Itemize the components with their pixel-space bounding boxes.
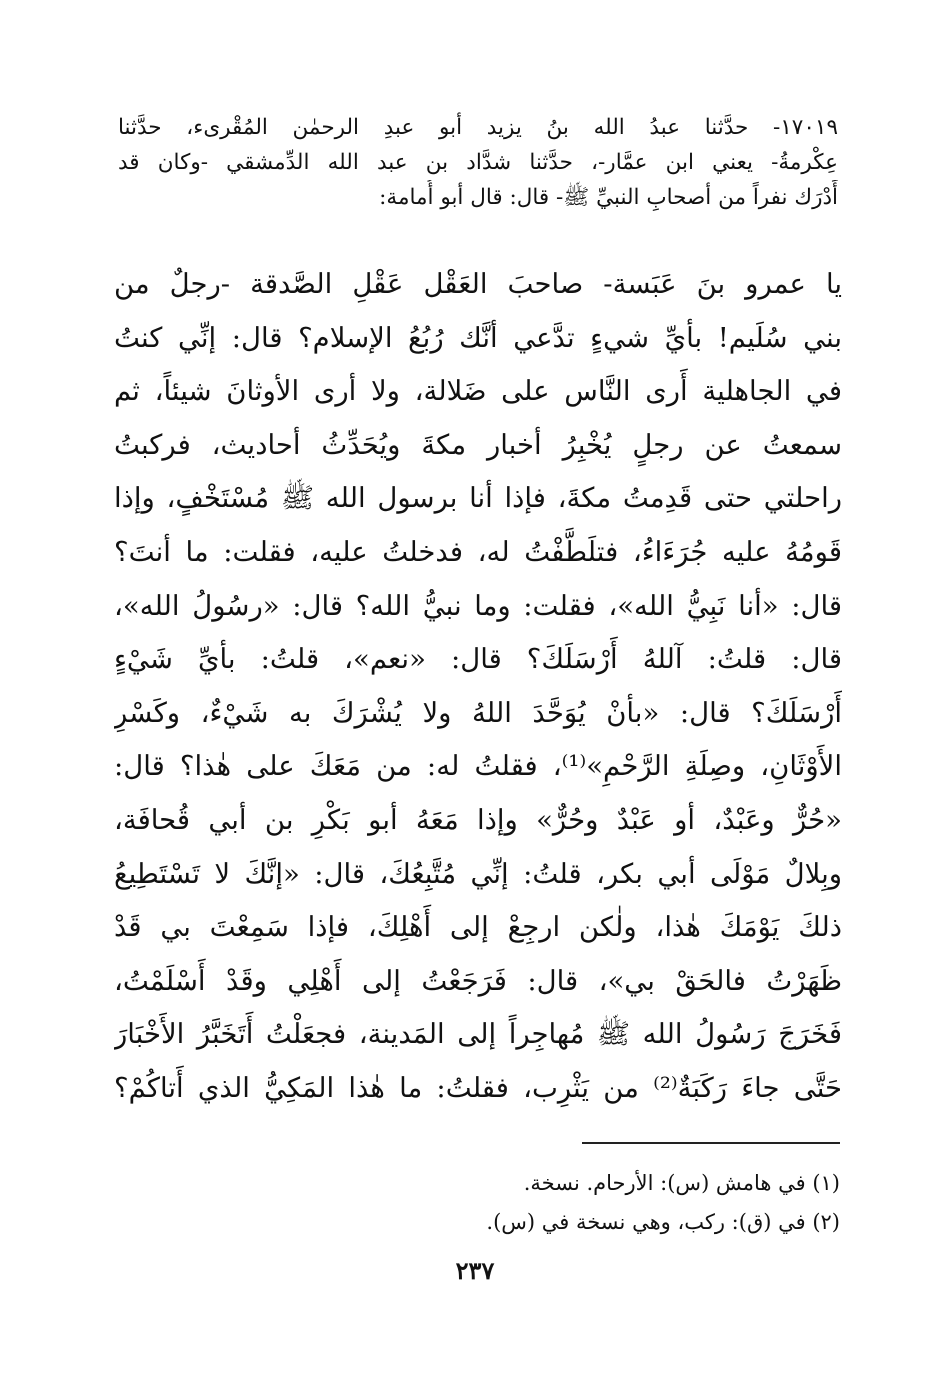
- text-line: الأَوْثَانِ، وصِلَةِ الرَّحْمِ»⁽¹⁾، فقلتُ له: من مَعَكَ على هٰذا؟ قال:: [114, 750, 842, 783]
- isnad-line: أَدْرَك نفراً من أصحابِ النبيِّ ﷺ- قال: قال أبو أُمامة:: [379, 185, 838, 210]
- hadith-isnad: [118, 110, 838, 215]
- text-line: قال: «أنا نَبِيُّ الله»، فقلت: وما نبيُّ الله؟ قال: «رسُولُ الله»،: [114, 589, 842, 622]
- page-number: ٢٣٧: [455, 1256, 495, 1285]
- isnad-line: عِكْرمةُ- يعني ابن عمَّار-، حدَّثنا شدَّاد بن عبد الله الدِّمشقي -وكان قد: [118, 150, 838, 175]
- text-line: أَرْسَلَكَ؟ قال: «بأنْ يُوَحَّدَ اللهُ ولا يُشْرَكَ به شَيْءٌ، وكَسْرِ: [114, 696, 842, 729]
- text-line: ظَهَرْتُ فالحَقْ بي»، قال: فَرَجَعْتُ إلى أَهْلِي وقَدْ أَسْلَمْتُ،: [114, 964, 842, 997]
- text-line: في الجاهلية أَرى النَّاس على ضَلالة، ولا أرى الأوثانَ شيئاً، ثم: [114, 375, 842, 408]
- footnote: (٢) في (ق): ركب، وهي نسخة في (س).: [486, 1210, 840, 1234]
- text-line: راحلتي حتى قَدِمتُ مكةَ، فإذا أنا برسول الله ﷺ مُسْتَخْفٍ، وإذا: [114, 482, 842, 515]
- text-line: «حُرٌّ وعَبْدٌ، أو عَبْدٌ وحُرٌّ» وإذا مَعَهُ أبو بَكْرِ بن أبي قُحافَة،: [114, 803, 842, 836]
- text-line: حَتَّى جاءَ رَكَبَةٌ⁽²⁾ من يَثْرِب، فقلتُ: ما هٰذا المَكِيُّ الذي أَتاكُمْ؟: [114, 1071, 842, 1104]
- footnote-divider: [582, 1142, 840, 1144]
- isnad-line: ١٧٠١٩- حدَّثنا عبدُ الله بنُ يزيد أبو عبدِ الرحمٰن المُقْرىء، حدَّثنا: [118, 115, 838, 140]
- text-line: فَخَرَجَ رَسُولُ الله ﷺ مُهاجِراً إلى المَدينة، فجعَلْتُ أَتَخَبَّرُ الأَخْبَارَ: [114, 1018, 842, 1051]
- hadith-text: [114, 258, 842, 1116]
- text-line: وبِلالٌ مَوْلَى أبي بكر، قلتُ: إنِّي مُتَّبِعُكَ، قال: «إنَّكَ لا تَسْتَطِيعُ: [114, 857, 842, 890]
- text-line: قال: قلتُ: آللهُ أَرْسَلَكَ؟ قال: «نعم»، قلتُ: بأيِّ شَيْءٍ: [114, 643, 842, 676]
- text-line: يا عمرو بنَ عَبَسة- صاحبَ العَقْل عَقْلِ الصَّدقة -رجلٌ من: [114, 268, 842, 300]
- text-line: سمعتُ عن رجلٍ يُخْبِرُ أخبار مكةَ ويُحَدِّثُ أحاديث، فركبتُ: [114, 428, 842, 461]
- footnotes: [360, 1164, 840, 1242]
- text-line: قَومُهُ عليه جُرَءَاءُ، فتلَطَّفْتُ له، فدخلتُ عليه، فقلت: ما أنتَ؟: [114, 535, 842, 568]
- text-line: بني سُلَيم! بأيِّ شيءٍ تدَّعي أنَّك رُبُعُ الإسلام؟ قال: إنِّي كنتُ: [114, 321, 842, 354]
- text-line: ذلكَ يَوْمَكَ هٰذا، ولٰكن ارجِعْ إلى أَهْلِكَ، فإذا سَمِعْتَ بي قَدْ: [114, 911, 842, 944]
- footnote: (١) في هامش (س): الأرحام. نسخة.: [523, 1171, 840, 1195]
